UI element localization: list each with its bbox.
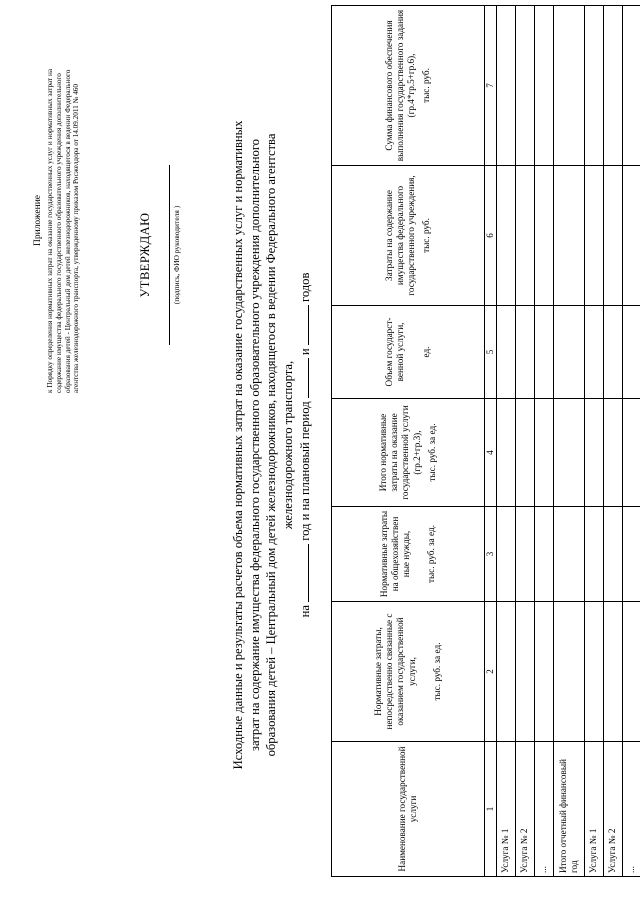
table-row	[534, 6, 553, 877]
row-label: Услуга № 2	[603, 742, 622, 877]
header-service-name: Наименование государственной услуги	[332, 742, 485, 877]
header-unit: ед.	[420, 346, 431, 358]
period-end: годов	[298, 272, 313, 303]
column-number: 1	[485, 742, 497, 877]
header-total-costs: Итого нормативные затраты на оказание государственной услуги (гр.2+гр.3), тыс. руб. за ед.	[332, 399, 485, 507]
table-row	[584, 6, 603, 877]
table-row	[496, 6, 515, 877]
header-property-costs: Затраты на содержание имущества федерального государственного учреждения, тыс. руб.	[332, 166, 485, 306]
column-number: 7	[485, 6, 497, 166]
row-label: ...	[622, 742, 640, 877]
heading-line-4: железнодорожного транспорта,	[280, 360, 295, 530]
table-row	[622, 6, 640, 877]
period-on: на	[298, 605, 313, 618]
header-unit: тыс. руб. за ед.	[426, 423, 437, 482]
plan-year-1-blank	[308, 358, 309, 398]
period-mid: год и на плановый период	[298, 401, 313, 541]
table-row	[553, 6, 584, 877]
cost-table	[331, 5, 640, 877]
header-unit: тыс. руб.	[421, 68, 432, 103]
signature-caption: (подпись, ФИО руководителя )	[172, 205, 181, 305]
heading-line-2: затрат на содержание имущества федерального государственного образовательного учреждения дополнительного	[247, 139, 262, 751]
column-number: 2	[485, 602, 497, 742]
column-number: 4	[485, 399, 497, 507]
header-unit: тыс. руб. за ед.	[426, 525, 437, 584]
document-heading	[230, 25, 314, 865]
approval-title: УТВЕРЖДАЮ	[138, 212, 152, 298]
table-header-row	[332, 6, 485, 877]
period-line	[297, 25, 314, 865]
year-blank	[308, 544, 309, 602]
header-unit: тыс. руб. за ед.	[431, 642, 442, 701]
period-and: и	[298, 348, 313, 356]
row-label: Услуга № 1	[496, 742, 515, 877]
header-volume: Объем государст- венной услуги, ед.	[332, 306, 485, 399]
plan-year-2-blank	[308, 305, 309, 345]
signature-line	[153, 165, 170, 345]
header-direct-costs: Нормативные затраты, непосредственно связанные с оказанием государственной услуги, тыс. руб. за ед.	[332, 602, 485, 742]
row-label: Услуга № 1	[584, 742, 603, 877]
appendix-note	[33, 48, 81, 393]
table-row	[515, 6, 534, 877]
header-unit: тыс. руб.	[421, 218, 432, 253]
table-row	[603, 6, 622, 877]
row-label: ...	[534, 742, 553, 877]
column-number: 5	[485, 306, 497, 399]
header-general-costs: Нормативные затраты на общехозяйствен ные нужды, тыс. руб. за ед.	[332, 507, 485, 602]
column-number-row	[485, 6, 497, 877]
row-label: Итого отчетный финансовый год	[553, 742, 584, 877]
appendix-title: Приложение	[33, 195, 43, 246]
approval-block	[138, 135, 181, 375]
header-financial-sum: Сумма финансового обеспечения выполнения государственного задания (гр.4*гр.5+гр.6), тыс. руб.	[332, 6, 485, 166]
column-number: 6	[485, 166, 497, 306]
heading-line-3: образования детей – Центральный дом детей железнодорожников, находящегося в ведении Федерального агентства	[264, 133, 279, 757]
column-number: 3	[485, 507, 497, 602]
heading-line-1: Исходные данные и результаты расчетов объема нормативных затрат на оказание государственных услуг и нормативных	[231, 120, 245, 770]
row-label: Услуга № 2	[515, 742, 534, 877]
appendix-text: к Порядку определения нормативных затрат на оказание государственных услуг и нормативных затрат на содержание имущества федерального государственного образовательного учреждения дополнительного образования детей - Центральный дом детей железнодорожников, находящегося в ведении Федерального агентства железнодорожного транспорта, утвержденному приказом Росжелдора от 14.09.2011 № 460	[46, 68, 81, 393]
